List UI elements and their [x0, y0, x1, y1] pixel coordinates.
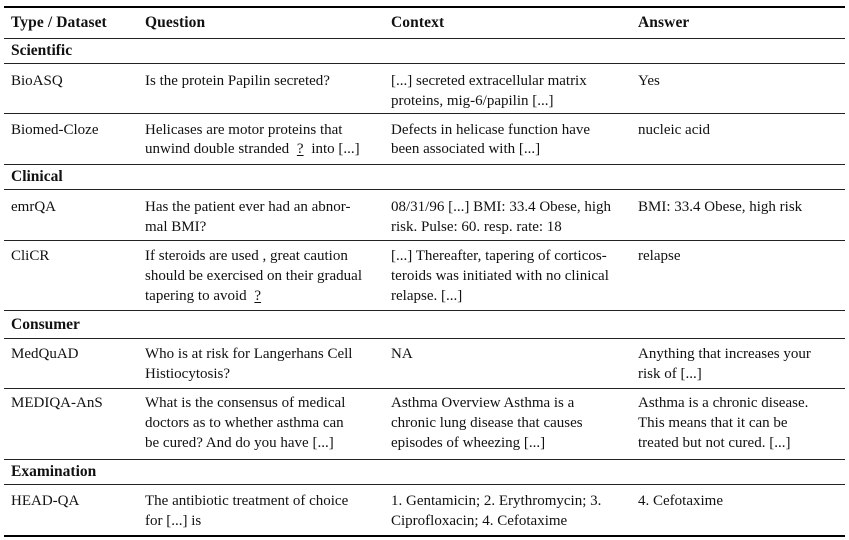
context-bioasq-line1: [...] secreted extracellular matrix [391, 73, 587, 89]
answer-head-qa: 4. Cefotaxime [638, 493, 723, 509]
question-medquad-line1: Who is at risk for Langerhans Cell [145, 346, 353, 362]
question-bioasq: Is the protein Papilin secreted? [145, 73, 330, 89]
question-head-qa-line1: The antibiotic treatment of choice [145, 493, 349, 509]
answer-mediqa-ans-line3: treated but not cured. [...] [638, 435, 791, 451]
context-clicr-line2: teroids was initiated with no clinical [391, 268, 609, 284]
dataset-emrqa: emrQA [11, 199, 56, 215]
question-head-qa-line2: for [...] is [145, 513, 202, 529]
context-biomed-cloze-line1: Defects in helicase function have [391, 122, 591, 138]
answer-emrqa: BMI: 33.4 Obese, high risk [638, 199, 803, 215]
question-medquad-line2: Histiocytosis? [145, 366, 230, 382]
section-examination: Examination [11, 463, 97, 480]
cloze-blank: ? [296, 141, 304, 157]
context-mediqa-ans-line1: Asthma Overview Asthma is a [391, 395, 575, 411]
row-rule-emrqa [4, 240, 845, 241]
row-rule-medquad [4, 388, 845, 389]
section-consumer: Consumer [11, 316, 80, 333]
question-clicr-line1: If steroids are used , great caution [145, 248, 348, 264]
context-mediqa-ans-line2: chronic lung disease that causes [391, 415, 583, 431]
question-emrqa-line2: mal BMI? [145, 219, 207, 235]
cloze-blank: ? [254, 288, 262, 304]
bottom-rule [4, 535, 845, 537]
question-mediqa-ans-line1: What is the consensus of medical [145, 395, 346, 411]
section-rule-scientific [4, 63, 845, 64]
dataset-biomed-cloze: Biomed-Cloze [11, 122, 99, 138]
dataset-bioasq: BioASQ [11, 73, 63, 89]
context-clicr-line3: relapse. [...] [391, 288, 463, 304]
context-clicr-line1: [...] Thereafter, tapering of corticos- [391, 248, 607, 264]
top-rule [4, 6, 845, 8]
row-rule-bioasq [4, 113, 845, 114]
dataset-medquad: MedQuAD [11, 346, 79, 362]
context-emrqa-line2: risk. Pulse: 60. resp. rate: 18 [391, 219, 562, 235]
dataset-mediqa-ans: MEDIQA-AnS [11, 395, 103, 411]
question-biomed-cloze-text: unwind double stranded [145, 141, 290, 157]
header-context: Context [391, 14, 445, 31]
answer-bioasq: Yes [638, 73, 660, 89]
answer-medquad-line2: risk of [...] [638, 366, 702, 382]
question-biomed-cloze-line1: Helicases are motor proteins that [145, 122, 343, 138]
header-rule [4, 38, 845, 39]
dataset-head-qa: HEAD-QA [11, 493, 80, 509]
question-clicr-line2: should be exercised on their gradual [145, 268, 363, 284]
section-clinical: Clinical [11, 168, 63, 185]
context-head-qa-line1: 1. Gentamicin; 2. Erythromycin; 3. [391, 493, 602, 509]
question-mediqa-ans-line2: doctors as to whether asthma can [145, 415, 344, 431]
context-mediqa-ans-line3: episodes of wheezing [...] [391, 435, 546, 451]
question-clicr-text: tapering to avoid [145, 288, 247, 304]
question-biomed-cloze-tail: into [...] [311, 141, 360, 157]
answer-medquad-line1: Anything that increases your [638, 346, 811, 362]
section-rule-clinical [4, 189, 845, 190]
context-emrqa-line1: 08/31/96 [...] BMI: 33.4 Obese, high [391, 199, 611, 215]
answer-mediqa-ans-line1: Asthma is a chronic disease. [638, 395, 809, 411]
context-bioasq-line2: proteins, mig-6/papilin [...] [391, 93, 554, 109]
row-rule-mediqa-ans [4, 459, 845, 460]
question-mediqa-ans-line3: be cured? And do you have [...] [145, 435, 334, 451]
dataset-clicr: CliCR [11, 248, 50, 264]
section-rule-examination [4, 484, 845, 485]
header-type-dataset: Type / Dataset [11, 14, 107, 31]
row-rule-biomed-cloze [4, 164, 845, 165]
context-biomed-cloze-line2: been associated with [...] [391, 141, 541, 157]
question-biomed-cloze-line2 [145, 139, 360, 159]
context-medquad: NA [391, 346, 413, 362]
header-question: Question [145, 14, 206, 31]
section-rule-consumer [4, 338, 845, 339]
header-answer: Answer [638, 14, 690, 31]
question-clicr-line3 [145, 286, 265, 306]
context-head-qa-line2: Ciprofloxacin; 4. Cefotaxime [391, 513, 568, 529]
answer-biomed-cloze: nucleic acid [638, 122, 711, 138]
section-scientific: Scientific [11, 42, 73, 59]
answer-mediqa-ans-line2: This means that it can be [638, 415, 788, 431]
answer-clicr: relapse [638, 248, 681, 264]
question-emrqa-line1: Has the patient ever had an abnor- [145, 199, 351, 215]
row-rule-clicr [4, 310, 845, 311]
